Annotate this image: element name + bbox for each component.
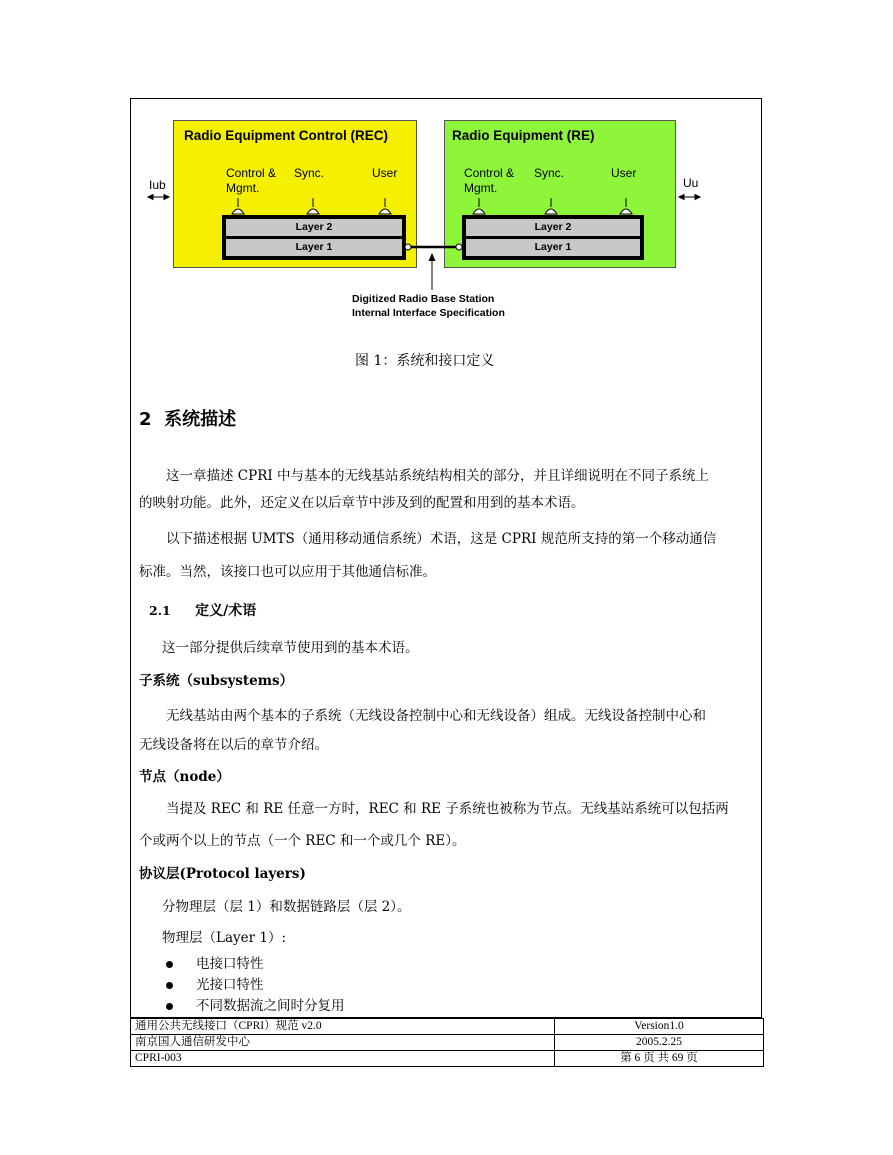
section-title: 系统描述 — [164, 409, 237, 430]
physical-layer-line: 物理层（Layer 1）: — [162, 930, 287, 946]
paragraph-1-line-2: 的映射功能。此外，还定义在以后章节中涉及到的配置和用到的基本术语。 — [139, 495, 585, 511]
re-layer1: Layer 1 — [466, 239, 640, 256]
footer-spec-name: 通用公共无线接口（CPRI）规范 v2.0 — [131, 1019, 555, 1035]
bullet-icon — [166, 982, 173, 989]
footer-row — [131, 1035, 764, 1051]
rec-sync-label: Sync. — [294, 166, 325, 180]
footer-date: 2005.2.25 — [555, 1035, 764, 1051]
rec-layer2: Layer 2 — [226, 219, 402, 236]
section-number: 2 — [139, 409, 152, 430]
re-layer2: Layer 2 — [466, 219, 640, 236]
footer-table — [130, 1018, 764, 1067]
re-user-label: User — [611, 166, 637, 180]
section-heading — [139, 409, 236, 431]
bullet-icon — [166, 1003, 173, 1010]
paragraph-2-line-2: 标准。当然，该接口也可以应用于其他通信标准。 — [139, 564, 436, 580]
footer-doc-id: CPRI-003 — [131, 1051, 555, 1067]
protocol-line-1: 分物理层（层 1）和数据链路层（层 2）。 — [162, 899, 411, 915]
uu-label: Uu — [683, 176, 699, 190]
footer-page-number: 第 6 页 共 69 页 — [555, 1051, 764, 1067]
protocol-heading: 协议层(Protocol layers) — [139, 866, 306, 882]
re-sync-label: Sync. — [534, 166, 565, 180]
interface-caption — [352, 292, 505, 320]
rec-control-label: Control & Mgmt. — [226, 166, 277, 195]
re-control-label: Control & Mgmt. — [464, 166, 515, 195]
rec-user-label: User — [372, 166, 398, 180]
subsystems-heading: 子系统（subsystems） — [139, 673, 294, 689]
subsection-title: 定义/术语 — [195, 603, 257, 619]
iub-label: Iub — [149, 178, 166, 192]
re-title: Radio Equipment (RE) — [452, 128, 595, 143]
subsection-intro: 这一部分提供后续章节使用到的基本术语。 — [162, 640, 419, 656]
bullet-item-1: 电接口特性 — [196, 956, 264, 972]
subsystems-line-2: 无线设备将在以后的章节介绍。 — [139, 737, 328, 753]
bullet-item-2: 光接口特性 — [196, 977, 264, 993]
diagram-connectors — [0, 0, 893, 330]
bullet-icon — [166, 961, 173, 968]
rec-title: Radio Equipment Control (REC) — [184, 128, 388, 143]
footer-version: Version1.0 — [555, 1019, 764, 1035]
subsection-number: 2.1 — [149, 603, 171, 618]
node-heading: 节点（node） — [139, 769, 230, 785]
interface-caption-line2: Internal Interface Specification — [352, 307, 505, 319]
footer-row — [131, 1019, 764, 1035]
bullet-item-3: 不同数据流之间时分复用 — [196, 998, 345, 1014]
footer-row — [131, 1051, 764, 1067]
subsystems-line-1: 无线基站由两个基本的子系统（无线设备控制中心和无线设备）组成。无线设备控制中心和 — [166, 708, 706, 724]
paragraph-1-line-1: 这一章描述 CPRI 中与基本的无线基站系统结构相关的部分，并且详细说明在不同子系统上 — [166, 468, 709, 484]
node-line-1: 当提及 REC 和 RE 任意一方时，REC 和 RE 子系统也被称为节点。无线基站系统可以包括两 — [166, 801, 729, 817]
node-line-2: 个或两个以上的节点（一个 REC 和一个或几个 RE）。 — [139, 833, 466, 849]
figure-caption: 图 1：系统和接口定义 — [355, 353, 495, 369]
footer-organization: 南京国人通信研发中心 — [131, 1035, 555, 1051]
rec-layer1: Layer 1 — [226, 239, 402, 256]
paragraph-2-line-1: 以下描述根据 UMTS（通用移动通信系统）术语，这是 CPRI 规范所支持的第一个移动通信 — [166, 531, 717, 547]
interface-caption-line1: Digitized Radio Base Station — [352, 293, 495, 305]
subsection-heading — [149, 602, 256, 620]
